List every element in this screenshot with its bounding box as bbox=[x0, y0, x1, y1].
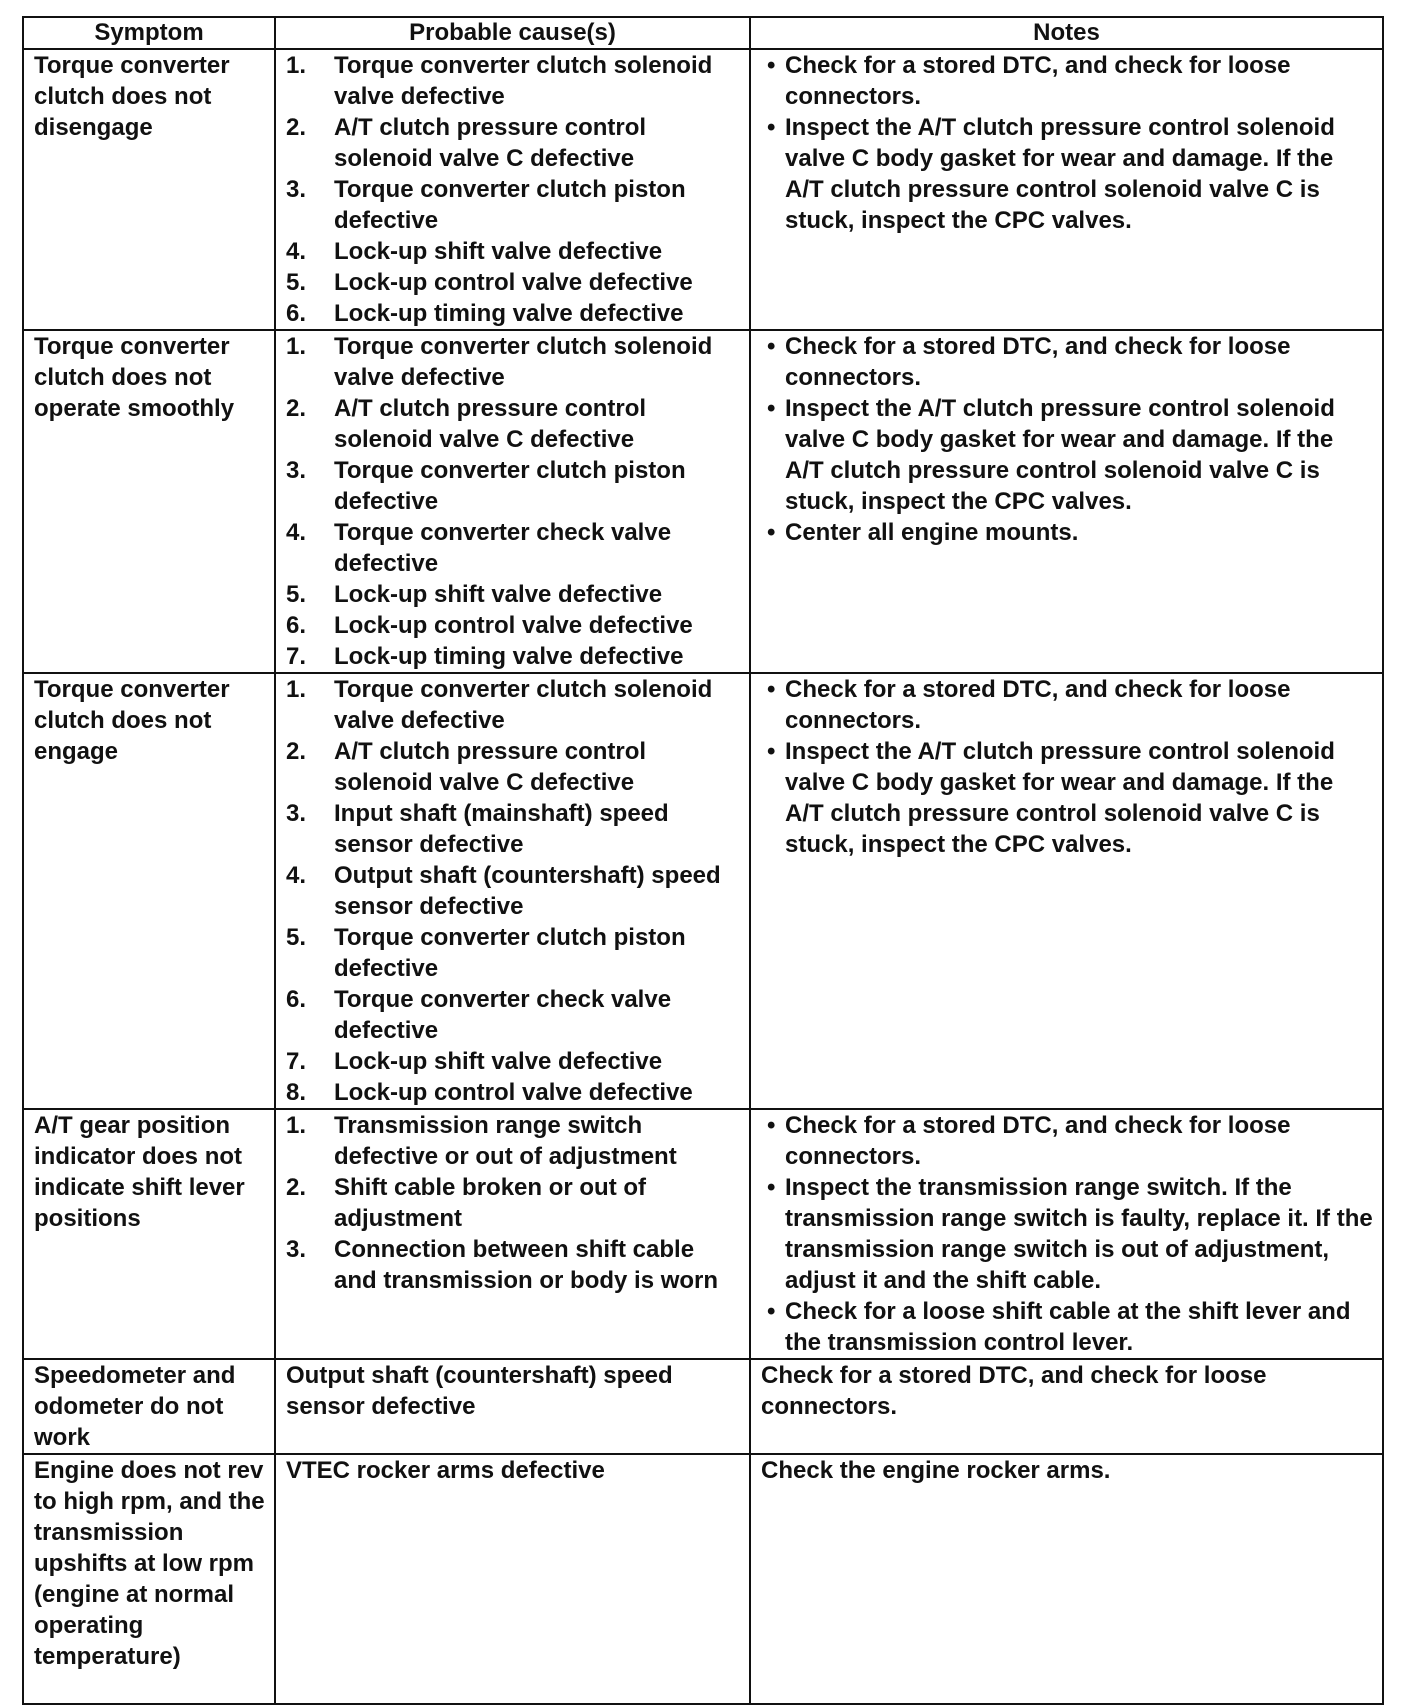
table-row bbox=[23, 1109, 1383, 1359]
table-row bbox=[23, 1454, 1383, 1704]
cause-item: 4. Torque converter check valve defective bbox=[286, 519, 672, 577]
table-row bbox=[23, 49, 1383, 330]
cause-item: 7. Lock-up timing valve defective bbox=[286, 643, 684, 670]
table-row bbox=[23, 673, 1383, 1109]
table-row bbox=[23, 1359, 1383, 1454]
causes-cell bbox=[275, 330, 750, 673]
notes-cell bbox=[750, 49, 1383, 330]
cause-item: 2. A/T clutch pressure control solenoid valve C defective bbox=[286, 738, 647, 796]
symptom-table bbox=[22, 16, 1384, 1705]
cause-item: 1. Torque converter clutch solenoid valve defective bbox=[286, 333, 713, 391]
cause-item: 3. Input shaft (mainshaft) speed sensor defective bbox=[286, 800, 669, 858]
symptom-cell: Torque converter clutch does not disengage bbox=[23, 49, 275, 330]
note-text: Check for a stored DTC, and check for loose connectors. bbox=[761, 1362, 1267, 1420]
cause-item: 7. Lock-up shift valve defective bbox=[286, 1048, 663, 1075]
notes-cell bbox=[750, 1109, 1383, 1359]
table-header-row bbox=[23, 17, 1383, 49]
notes-cell bbox=[750, 1359, 1383, 1454]
cause-item: 5. Torque converter clutch piston defective bbox=[286, 924, 686, 982]
symptom-cell: A/T gear position indicator does not indicate shift lever positions bbox=[23, 1109, 275, 1359]
cause-item: 4. Lock-up shift valve defective bbox=[286, 238, 663, 265]
cause-item: 2. Shift cable broken or out of adjustment bbox=[286, 1174, 647, 1232]
cause-item: 4. Output shaft (countershaft) speed sensor defective bbox=[286, 862, 721, 920]
causes-cell bbox=[275, 1359, 750, 1454]
symptom-cell: Engine does not rev to high rpm, and the transmission upshifts at low rpm (engine at normal operating temperature) bbox=[23, 1454, 275, 1704]
causes-cell bbox=[275, 1454, 750, 1704]
cause-item: 6. Torque converter check valve defective bbox=[286, 986, 672, 1044]
causes-cell bbox=[275, 1109, 750, 1359]
cause-list bbox=[286, 331, 741, 672]
note-text: Check the engine rocker arms. bbox=[761, 1457, 1111, 1484]
note-item: • Check for a stored DTC, and check for loose connectors. bbox=[761, 331, 1374, 393]
cause-item: 8. Lock-up control valve defective bbox=[286, 1079, 693, 1106]
note-item: • Check for a stored DTC, and check for loose connectors. bbox=[761, 50, 1374, 112]
note-item: • Inspect the A/T clutch pressure control solenoid valve C body gasket for wear and damage. If the A/T clutch pressure control solenoid valve C is stuck, inspect the CPC valves. bbox=[761, 393, 1374, 517]
cause-item: 3. Torque converter clutch piston defective bbox=[286, 457, 686, 515]
cause-item: 1. Transmission range switch defective or out of adjustment bbox=[286, 1112, 677, 1170]
cause-list bbox=[286, 1110, 741, 1296]
cause-item: 6. Lock-up timing valve defective bbox=[286, 300, 684, 327]
cause-text: VTEC rocker arms defective bbox=[286, 1457, 605, 1484]
note-item: • Check for a stored DTC, and check for loose connectors. bbox=[761, 1110, 1374, 1172]
note-item: • Inspect the A/T clutch pressure control solenoid valve C body gasket for wear and damage. If the A/T clutch pressure control solenoid valve C is stuck, inspect the CPC valves. bbox=[761, 736, 1374, 860]
note-item: • Inspect the transmission range switch. If the transmission range switch is faulty, replace it. If the transmission range switch is out of adjustment, adjust it and the shift cable. bbox=[761, 1172, 1374, 1296]
note-list bbox=[761, 1110, 1374, 1358]
notes-cell bbox=[750, 673, 1383, 1109]
note-item: • Check for a loose shift cable at the shift lever and the transmission control lever. bbox=[761, 1296, 1374, 1358]
cause-item: 1. Torque converter clutch solenoid valve defective bbox=[286, 676, 713, 734]
cause-item: 3. Connection between shift cable and transmission or body is worn bbox=[286, 1236, 719, 1294]
cause-item: 1. Torque converter clutch solenoid valve defective bbox=[286, 52, 713, 110]
cause-item: 3. Torque converter clutch piston defective bbox=[286, 176, 686, 234]
note-list bbox=[761, 674, 1374, 860]
cause-text: Output shaft (countershaft) speed sensor defective bbox=[286, 1362, 673, 1420]
cause-item: 5. Lock-up control valve defective bbox=[286, 269, 693, 296]
notes-cell bbox=[750, 330, 1383, 673]
causes-cell bbox=[275, 49, 750, 330]
note-item: • Check for a stored DTC, and check for loose connectors. bbox=[761, 674, 1374, 736]
symptom-cell: Torque converter clutch does not engage bbox=[23, 673, 275, 1109]
cause-list bbox=[286, 674, 741, 1108]
header-probable-causes: Probable cause(s) bbox=[275, 17, 750, 49]
note-list bbox=[761, 50, 1374, 236]
header-notes: Notes bbox=[750, 17, 1383, 49]
table-row bbox=[23, 330, 1383, 673]
header-symptom: Symptom bbox=[23, 17, 275, 49]
note-item: • Inspect the A/T clutch pressure control solenoid valve C body gasket for wear and damage. If the A/T clutch pressure control solenoid valve C is stuck, inspect the CPC valves. bbox=[761, 112, 1374, 236]
note-item: • Center all engine mounts. bbox=[761, 517, 1374, 548]
cause-item: 2. A/T clutch pressure control solenoid valve C defective bbox=[286, 395, 647, 453]
cause-item: 6. Lock-up control valve defective bbox=[286, 612, 693, 639]
cause-item: 2. A/T clutch pressure control solenoid valve C defective bbox=[286, 114, 647, 172]
causes-cell bbox=[275, 673, 750, 1109]
troubleshooting-page bbox=[22, 16, 1382, 1705]
note-list bbox=[761, 331, 1374, 548]
cause-list bbox=[286, 50, 741, 329]
notes-cell bbox=[750, 1454, 1383, 1704]
symptom-cell: Speedometer and odometer do not work bbox=[23, 1359, 275, 1454]
cause-item: 5. Lock-up shift valve defective bbox=[286, 581, 663, 608]
symptom-cell: Torque converter clutch does not operate smoothly bbox=[23, 330, 275, 673]
